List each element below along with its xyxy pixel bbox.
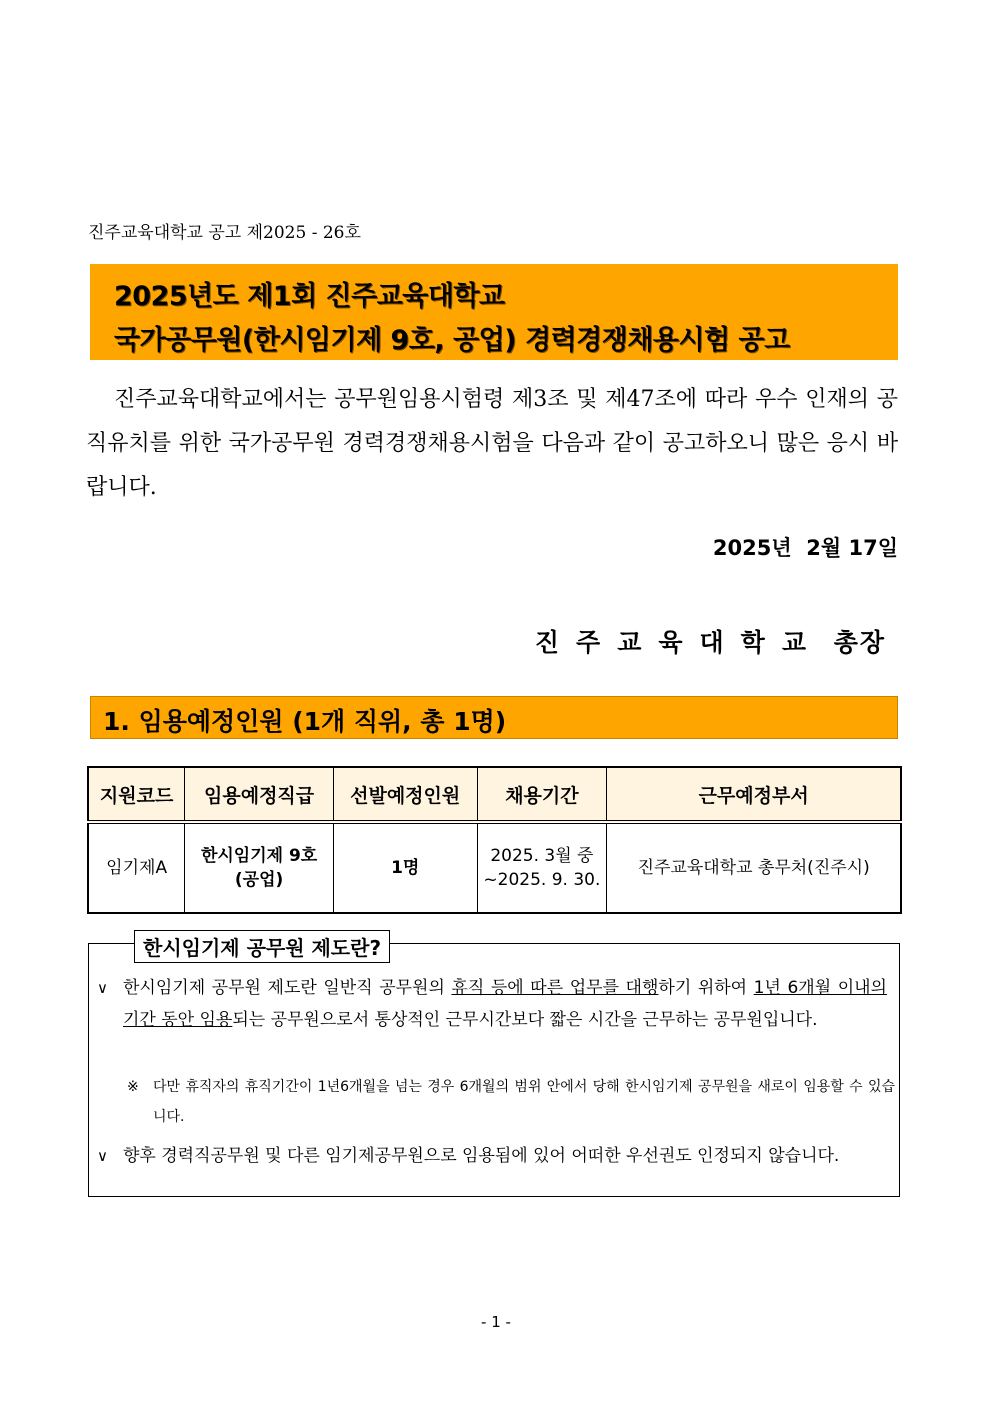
section-1-heading-box [90,696,898,739]
underline-duty: 휴직 등에 따른 업무를 대행 [451,978,659,998]
header-count: 선발예정인원 [333,767,477,822]
cell-period-line2: ~2025. 9. 30. [483,870,601,890]
info-box [88,943,900,1197]
header-period: 채용기간 [477,767,607,822]
president-signature [535,623,886,659]
university-name: 진주교육대학 [534,628,782,657]
info-bullet-1 [97,972,887,1036]
info-bullet-1-text: 한시임기제 공무원 제도란 일반직 공무원의 휴직 등에 따른 업무를 대행하기 위하여 1년 6개월 이내의 기간 동안 임용되는 공무원으로서 통상적인 근무시간보다 짧은 시간을 근무하는 공무원입니다. [123,978,887,1030]
chevron-down-icon: ∨ [97,1147,108,1165]
header-grade: 임용예정직급 [185,767,334,822]
cell-code: 임기제A [88,822,185,913]
notice-date: 2025년 2월 17일 [712,536,898,560]
title-line-2: 국가공무원(한시임기제 9호, 공업) 경력경쟁채용시험 공고 [114,325,790,356]
president-title: 총장 [833,628,886,657]
chevron-down-icon: ∨ [97,979,108,997]
university-name-last: 교 [781,628,808,657]
info-bullet-2 [97,1140,887,1172]
cell-department: 진주교육대학교 총무처(진주시) [607,822,901,913]
reference-mark-icon: ※ [127,1079,139,1095]
info-title: 한시임기제 공무원 제도란? [134,930,390,963]
title-line-1: 2025년도 제1회 진주교육대학교 [114,281,505,312]
cell-period [477,822,607,913]
cell-grade [185,822,334,913]
cell-grade-line2: (공업) [234,870,284,890]
section-1-heading: 1. 임용예정인원 (1개 직위, 총 1명) [103,707,507,736]
info-note [127,1072,895,1132]
underline-period: 1년 6개월 이내의 기간 동안 임용 [123,978,887,1030]
cell-count: 1명 [333,822,477,913]
notice-number: 진주교육대학교 공고 제2025 - 26호 [88,223,361,243]
recruitment-table [87,766,902,914]
header-code: 지원코드 [88,767,185,822]
title-banner [90,264,898,360]
header-department: 근무예정부서 [607,767,901,822]
page-number: - 1 - [481,1313,511,1331]
intro-paragraph: 진주교육대학교에서는 공무원임용시험령 제3조 및 제47조에 따라 우수 인재의 공직유치를 위한 국가공무원 경력경쟁채용시험을 다음과 같이 공고하오니 많은 응시 바랍니다. [86,387,898,500]
table-row [88,822,901,913]
info-note-text: 다만 휴직자의 휴직기간이 1년6개월을 넘는 경우 6개월의 범위 안에서 당해 한시임기제 공무원을 새로이 임용할 수 있습니다. [153,1079,895,1125]
info-bullet-2-text: 향후 경력직공무원 및 다른 임기제공무원으로 임용됨에 있어 어떠한 우선권도 인정되지 않습니다. [123,1146,840,1166]
cell-grade-line1: 한시임기제 9호 [200,846,318,866]
table-header-row [88,767,901,822]
cell-period-line1: 2025. 3월 중 [490,846,594,866]
